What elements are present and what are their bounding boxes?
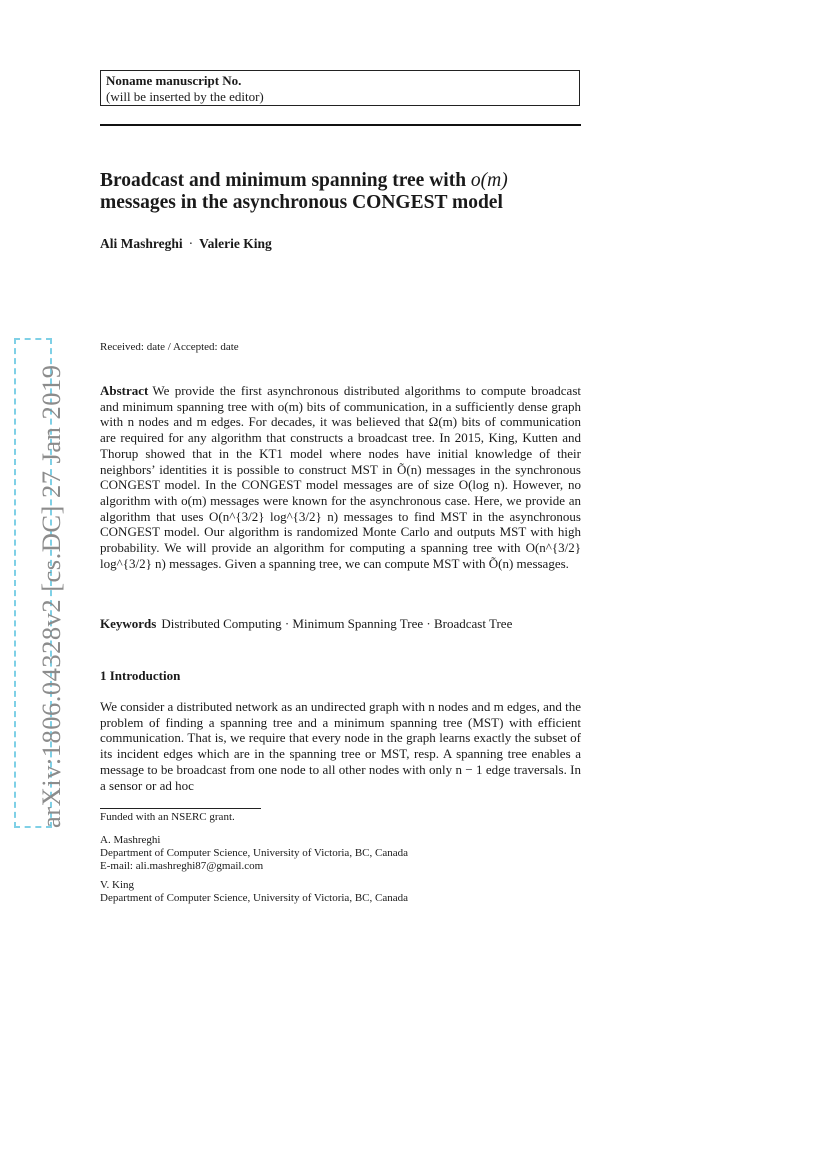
manuscript-line-2: (will be inserted by the editor): [106, 88, 264, 104]
keywords-text: Distributed Computing · Minimum Spanning Tree · Broadcast Tree: [161, 616, 513, 631]
manuscript-line-1: Noname manuscript No.: [106, 73, 242, 88]
footnote-rule: [100, 808, 261, 809]
author-2: Valerie King: [199, 236, 272, 251]
title-part-1: Broadcast and minimum spanning tree with: [100, 170, 471, 191]
affiliation-2-name: V. King: [100, 879, 135, 891]
abstract: [100, 383, 581, 571]
author-1-affiliation: [100, 834, 581, 873]
affiliation-1-email: E-mail: ali.mashreghi87@gmail.com: [100, 860, 264, 872]
manuscript-box: [100, 70, 580, 106]
keywords-heading: Keywords: [100, 616, 157, 631]
paper-title: [100, 170, 620, 214]
author-2-affiliation: [100, 879, 581, 905]
affiliation-1-name: A. Mashreghi: [100, 834, 161, 846]
section-heading: [100, 668, 180, 684]
author-separator: ·: [188, 236, 194, 251]
arxiv-identifier: arXiv:1806.04328v2 [cs.DC] 27 Jan 2019: [36, 364, 66, 828]
affiliation-2-dept: Department of Computer Science, University of Victoria, BC, Canada: [100, 892, 408, 904]
keywords: [100, 616, 512, 632]
abstract-text: We provide the first asynchronous distributed algorithms to compute broadcast and minimum spanning tree with o(m) bits of communication, in a sufficiently dense graph with n nodes and m edges. For decades, it was believed that Ω(m) bits of communication are required for any algorithm that constructs a broadcast tree. In 2015, King, Kutten and Thorup showed that in the KT1 model where nodes have initial knowledge of their neighbors’ identities it is possible to construct MST in Õ(n) messages in the synchronous CONGEST model. In the CONGEST model messages are of size O(log n). However, no algorithm with o(m) messages were known for the asynchronous case. Here, we provide an algorithm that uses O(n^{3/2} log^{3/2} n) messages to find MST in the asynchronous CONGEST model. Our algorithm is randomized Monte Carlo and outputs MST with high probability. We will provide an algorithm for computing a spanning tree with O(n^{3/2} log^{3/2} n) messages. Given a spanning tree, we can compute MST with Õ(n) messages.: [100, 383, 581, 571]
abstract-heading: Abstract: [100, 383, 149, 398]
received-line: Received: date / Accepted: date: [100, 341, 239, 353]
header-rule: [100, 124, 581, 126]
title-part-2: messages in the asynchronous CONGEST model: [100, 192, 503, 213]
section-number: 1: [100, 668, 107, 683]
intro-paragraph: We consider a distributed network as an undirected graph with n nodes and m edges, and the problem of finding a spanning tree and a minimum spanning tree (MST) with efficient communication. That is, we require that every node in the graph learns exactly the subset of its incident edges which are in the spanning tree or MST, resp. A spanning tree enables a message to be broadcast from one node to all other nodes with only n − 1 edge traversals. In a sensor or ad hoc: [100, 699, 581, 793]
footnote-grant: Funded with an NSERC grant.: [100, 811, 235, 823]
author-list: [100, 236, 272, 252]
title-math: o(m): [470, 170, 508, 191]
affiliation-1-dept: Department of Computer Science, University of Victoria, BC, Canada: [100, 847, 408, 859]
author-1: Ali Mashreghi: [100, 236, 183, 251]
section-title: Introduction: [109, 668, 181, 683]
